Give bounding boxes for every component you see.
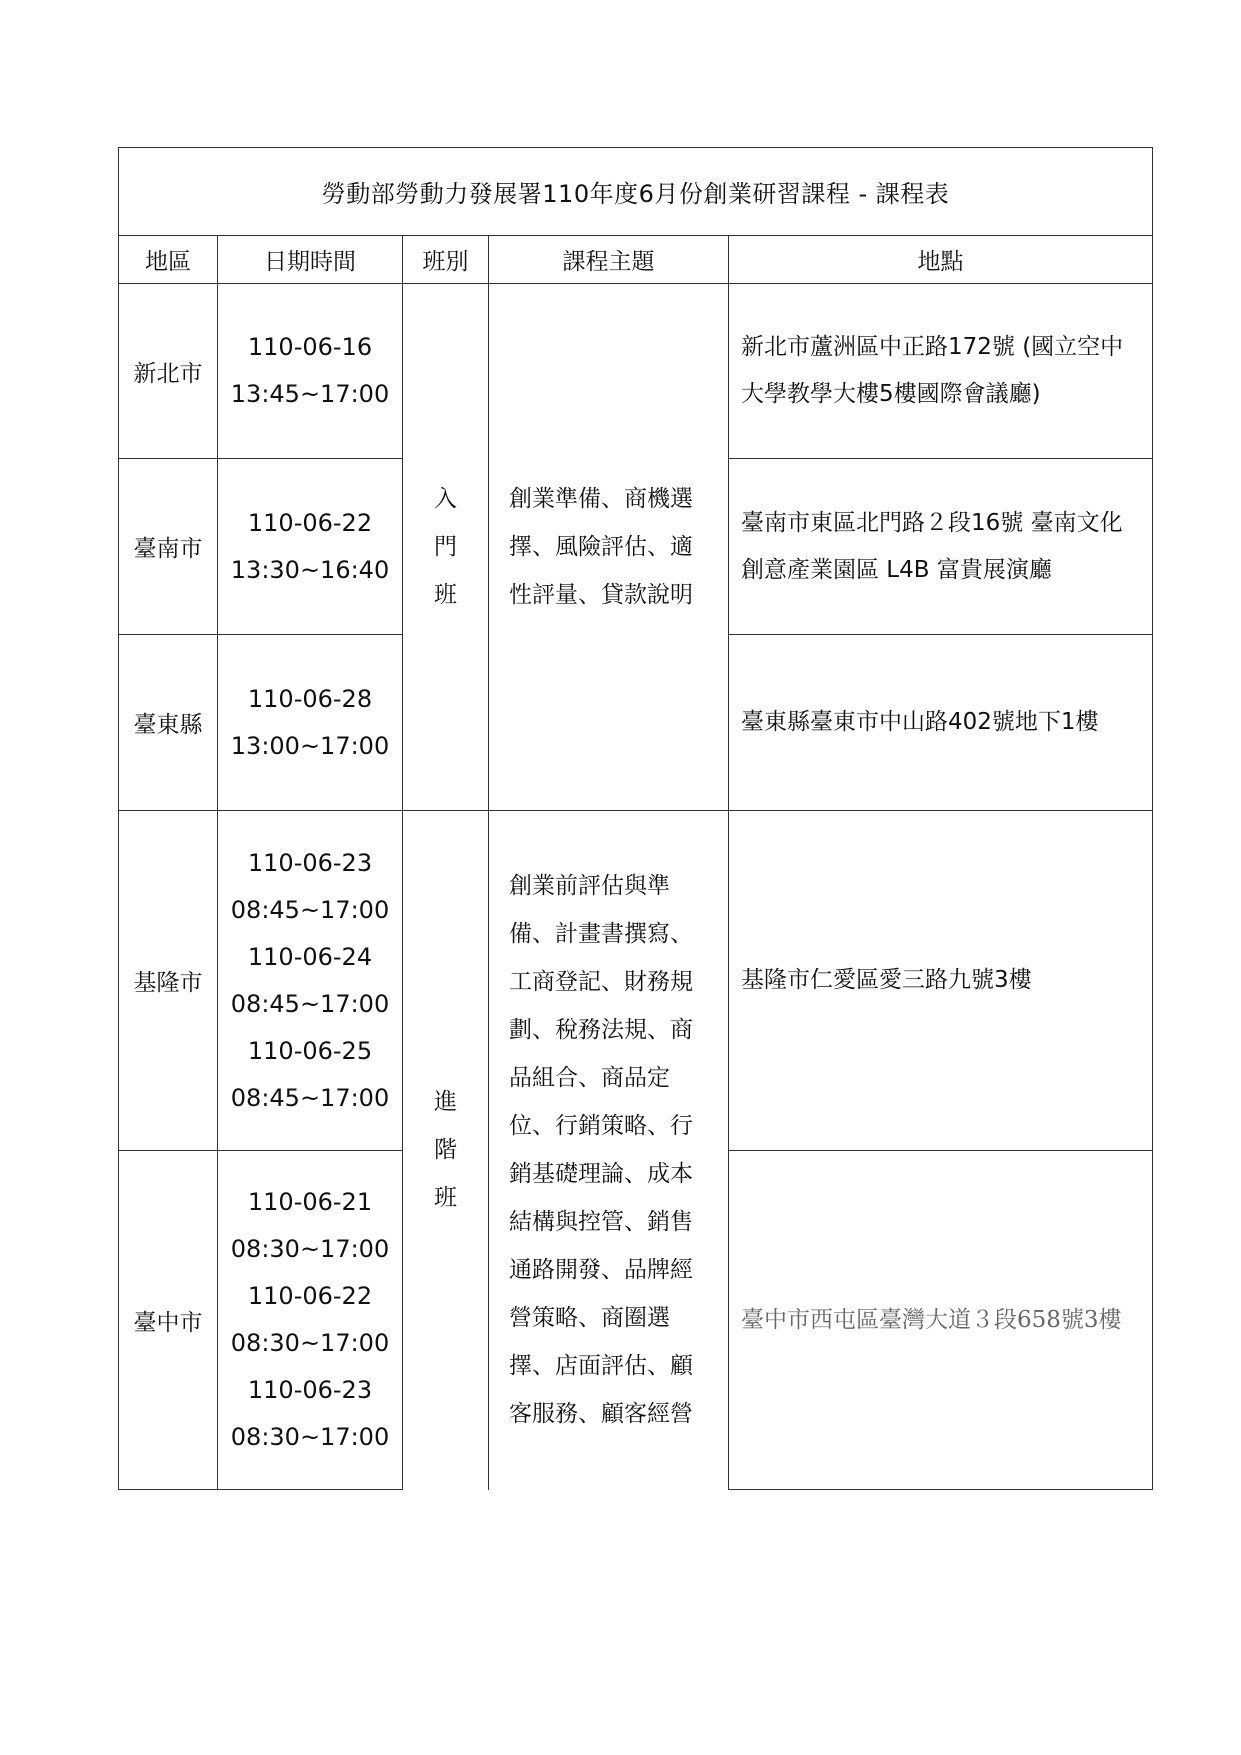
date-text: 110-06-23 xyxy=(247,848,373,877)
datetime-cell xyxy=(218,811,403,1151)
date-text: 110-06-24 xyxy=(247,942,373,971)
datetime-cell xyxy=(218,284,403,459)
time-text: 13:30~16:40 xyxy=(230,555,390,584)
topic-cell-intro: 創業準備、商機選擇、風險評估、適性評量、貸款說明 xyxy=(489,284,729,811)
course-schedule-table xyxy=(118,147,1153,1490)
location-cell: 臺中市西屯區臺灣大道３段658號3樓 xyxy=(729,1151,1153,1490)
date-text: 110-06-28 xyxy=(247,684,373,713)
table-title: 勞動部勞動力發展署110年度6月份創業研習課程 - 課程表 xyxy=(119,148,1153,236)
datetime-cell xyxy=(218,1151,403,1490)
class-char: 門 xyxy=(434,534,457,560)
time-text: 08:45~17:00 xyxy=(230,1083,390,1112)
class-char: 班 xyxy=(434,1185,457,1212)
table-row xyxy=(119,811,1153,1151)
time-text: 13:45~17:00 xyxy=(230,380,390,408)
class-char: 階 xyxy=(434,1137,457,1164)
date-text: 110-06-25 xyxy=(247,1036,373,1065)
time-text: 08:45~17:00 xyxy=(230,989,390,1018)
title-row xyxy=(119,148,1153,236)
header-datetime: 日期時間 xyxy=(218,236,403,284)
time-text: 08:30~17:00 xyxy=(230,1235,390,1263)
topic-cell-advanced: 創業前評估與準備、計畫書撰寫、工商登記、財務規劃、稅務法規、商品組合、商品定位、行銷策略、行銷基礎理論、成本結構與控管、銷售通路開發、品牌經營策略、商圈選擇、店面評估、顧客服務、顧客經營 xyxy=(489,811,729,1490)
datetime-cell xyxy=(218,459,403,635)
header-location: 地點 xyxy=(729,236,1153,284)
date-text: 110-06-16 xyxy=(247,333,373,361)
datetime-cell xyxy=(218,635,403,811)
class-cell-intro xyxy=(403,284,489,811)
date-text: 110-06-21 xyxy=(247,1188,373,1216)
location-cell: 新北市蘆洲區中正路172號 (國立空中大學教學大樓5樓國際會議廳) xyxy=(729,284,1153,459)
time-text: 08:30~17:00 xyxy=(230,1423,390,1451)
class-char: 入 xyxy=(434,486,457,512)
region-cell: 基隆市 xyxy=(119,811,218,1151)
region-cell: 臺中市 xyxy=(119,1151,218,1490)
region-cell: 臺南市 xyxy=(119,459,218,635)
header-region: 地區 xyxy=(119,236,218,284)
header-topic: 課程主題 xyxy=(489,236,729,284)
header-class: 班別 xyxy=(403,236,489,284)
table-row xyxy=(119,284,1153,459)
time-text: 08:45~17:00 xyxy=(230,895,390,924)
date-text: 110-06-22 xyxy=(247,508,373,537)
class-cell-advanced xyxy=(403,811,489,1490)
time-text: 08:30~17:00 xyxy=(230,1329,390,1357)
date-text: 110-06-23 xyxy=(247,1376,373,1404)
region-cell: 新北市 xyxy=(119,284,218,459)
date-text: 110-06-22 xyxy=(247,1282,373,1310)
time-text: 13:00~17:00 xyxy=(230,731,390,760)
region-cell: 臺東縣 xyxy=(119,635,218,811)
header-row xyxy=(119,236,1153,284)
class-char: 班 xyxy=(434,582,457,608)
location-cell: 臺東縣臺東市中山路402號地下1樓 xyxy=(729,635,1153,811)
class-char: 進 xyxy=(434,1089,457,1116)
location-cell: 臺南市東區北門路２段16號 臺南文化創意產業園區 L4B 富貴展演廳 xyxy=(729,459,1153,635)
location-cell: 基隆市仁愛區愛三路九號3樓 xyxy=(729,811,1153,1151)
